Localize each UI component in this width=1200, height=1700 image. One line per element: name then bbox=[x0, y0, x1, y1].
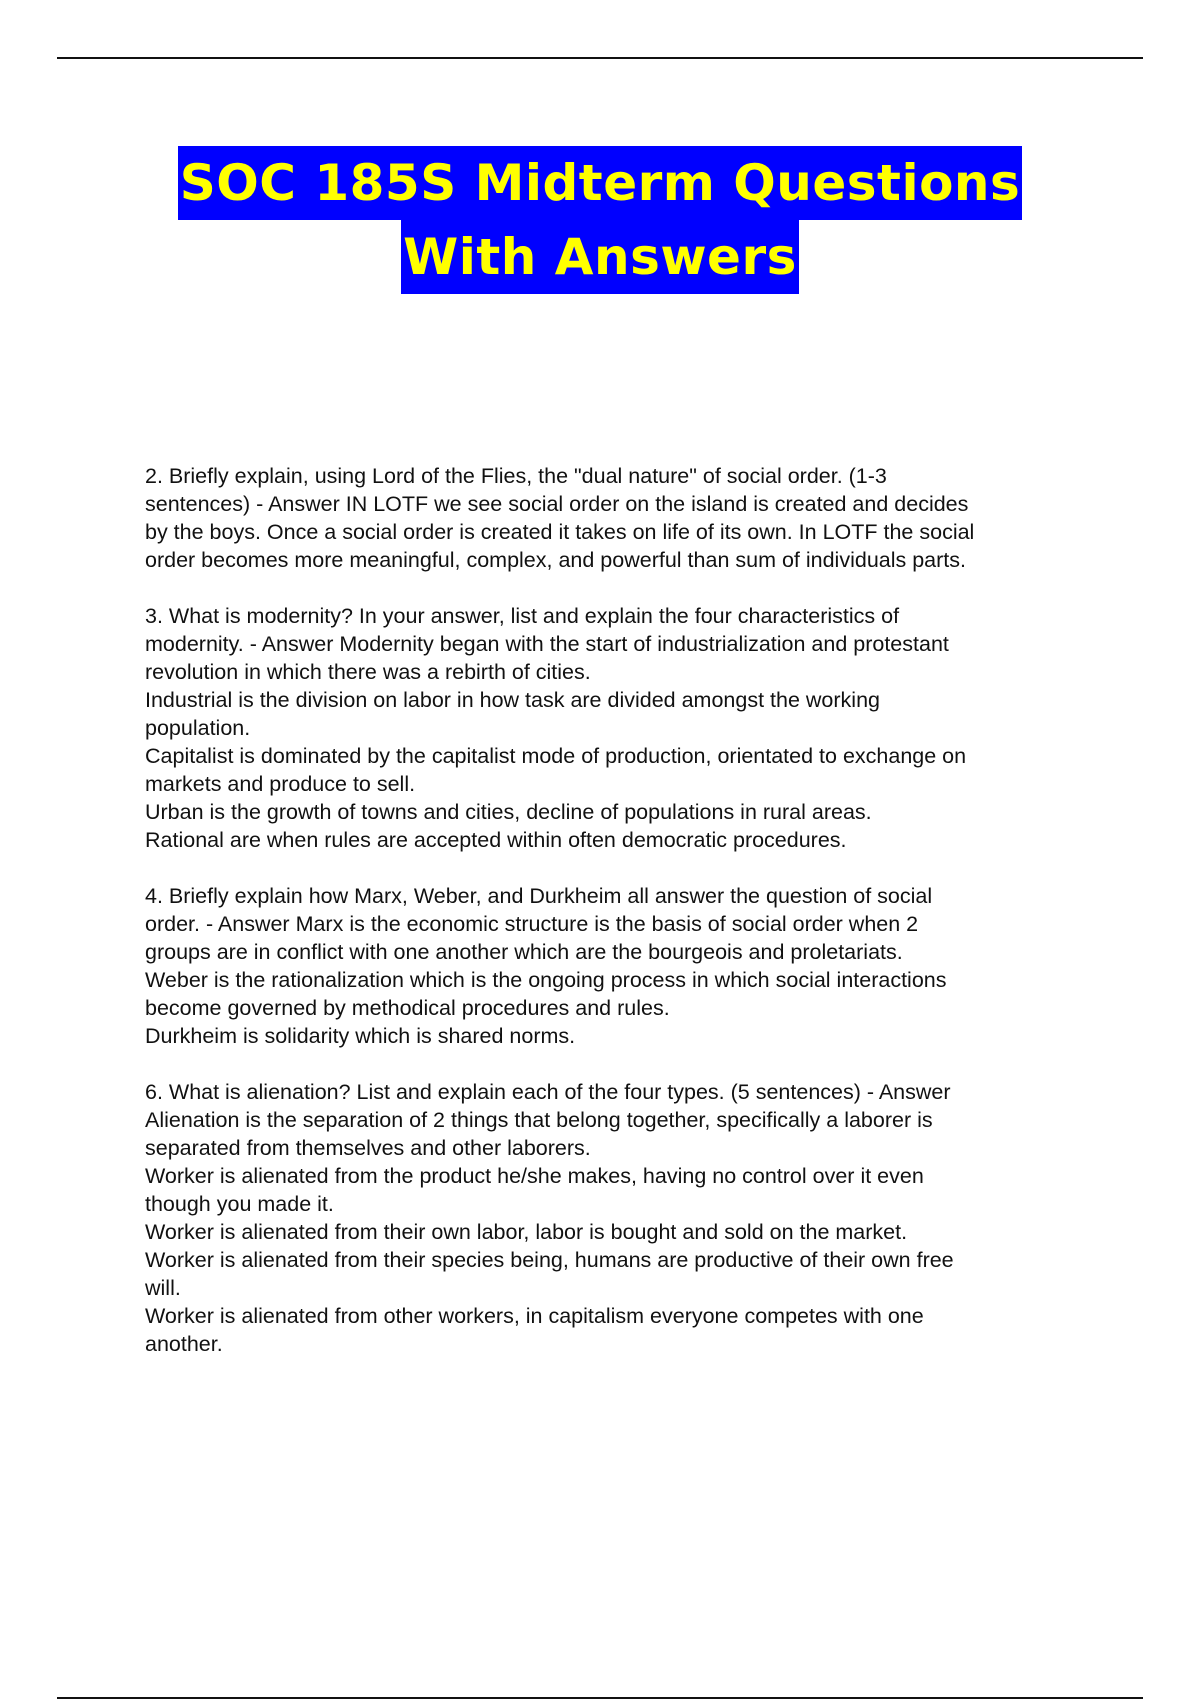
text-line: revolution in which there was a rebirth of cities. bbox=[145, 660, 591, 684]
text-line: 2. Briefly explain, using Lord of the Flies, the "dual nature" of social order. (1-3 bbox=[145, 464, 887, 488]
text-line: will. bbox=[145, 1276, 181, 1300]
title-line-1: SOC 185S Midterm Questions bbox=[178, 146, 1023, 220]
text-line: Worker is alienated from their species being, humans are productive of their own free bbox=[145, 1248, 954, 1272]
text-line: become governed by methodical procedures and rules. bbox=[145, 996, 670, 1020]
qa-block-q6 bbox=[145, 1078, 1095, 1358]
text-line: 6. What is alienation? List and explain each of the four types. (5 sentences) - Answer bbox=[145, 1080, 951, 1104]
document-body bbox=[145, 462, 1095, 1386]
text-line: groups are in conflict with one another which are the bourgeois and proletariats. bbox=[145, 940, 903, 964]
text-line: Worker is alienated from the product he/she makes, having no control over it even bbox=[145, 1164, 924, 1188]
text-line: 4. Briefly explain how Marx, Weber, and Durkheim all answer the question of social bbox=[145, 884, 933, 908]
text-line: modernity. - Answer Modernity began with the start of industrialization and protestant bbox=[145, 632, 949, 656]
text-line: order. - Answer Marx is the economic structure is the basis of social order when 2 bbox=[145, 912, 919, 936]
text-line: Rational are when rules are accepted within often democratic procedures. bbox=[145, 828, 847, 852]
qa-block-q3 bbox=[145, 602, 1095, 854]
qa-block-q4 bbox=[145, 882, 1095, 1050]
top-rule bbox=[57, 57, 1143, 59]
text-line: separated from themselves and other laborers. bbox=[145, 1136, 591, 1160]
text-line: markets and produce to sell. bbox=[145, 772, 416, 796]
document-title bbox=[0, 146, 1200, 294]
text-line: sentences) - Answer IN LOTF we see social order on the island is created and decides bbox=[145, 492, 969, 516]
title-line-2: With Answers bbox=[401, 220, 799, 294]
bottom-rule bbox=[57, 1697, 1143, 1699]
text-line: Industrial is the division on labor in how task are divided amongst the working bbox=[145, 688, 880, 712]
text-line: Weber is the rationalization which is the ongoing process in which social interactions bbox=[145, 968, 947, 992]
text-line: population. bbox=[145, 716, 251, 740]
text-line: Worker is alienated from their own labor, labor is bought and sold on the market. bbox=[145, 1220, 908, 1244]
text-line: though you made it. bbox=[145, 1192, 334, 1216]
text-line: Capitalist is dominated by the capitalist mode of production, orientated to exchange on bbox=[145, 744, 967, 768]
text-line: Durkheim is solidarity which is shared norms. bbox=[145, 1024, 576, 1048]
text-line: by the boys. Once a social order is created it takes on life of its own. In LOTF the social bbox=[145, 520, 975, 544]
text-line: Worker is alienated from other workers, in capitalism everyone competes with one bbox=[145, 1304, 924, 1328]
text-line: Urban is the growth of towns and cities, decline of populations in rural areas. bbox=[145, 800, 872, 824]
text-line: order becomes more meaningful, complex, and powerful than sum of individuals parts. bbox=[145, 548, 966, 572]
text-line: Alienation is the separation of 2 things that belong together, specifically a laborer is bbox=[145, 1108, 933, 1132]
text-line: 3. What is modernity? In your answer, list and explain the four characteristics of bbox=[145, 604, 900, 628]
text-line: another. bbox=[145, 1332, 223, 1356]
qa-block-q2 bbox=[145, 462, 1095, 574]
